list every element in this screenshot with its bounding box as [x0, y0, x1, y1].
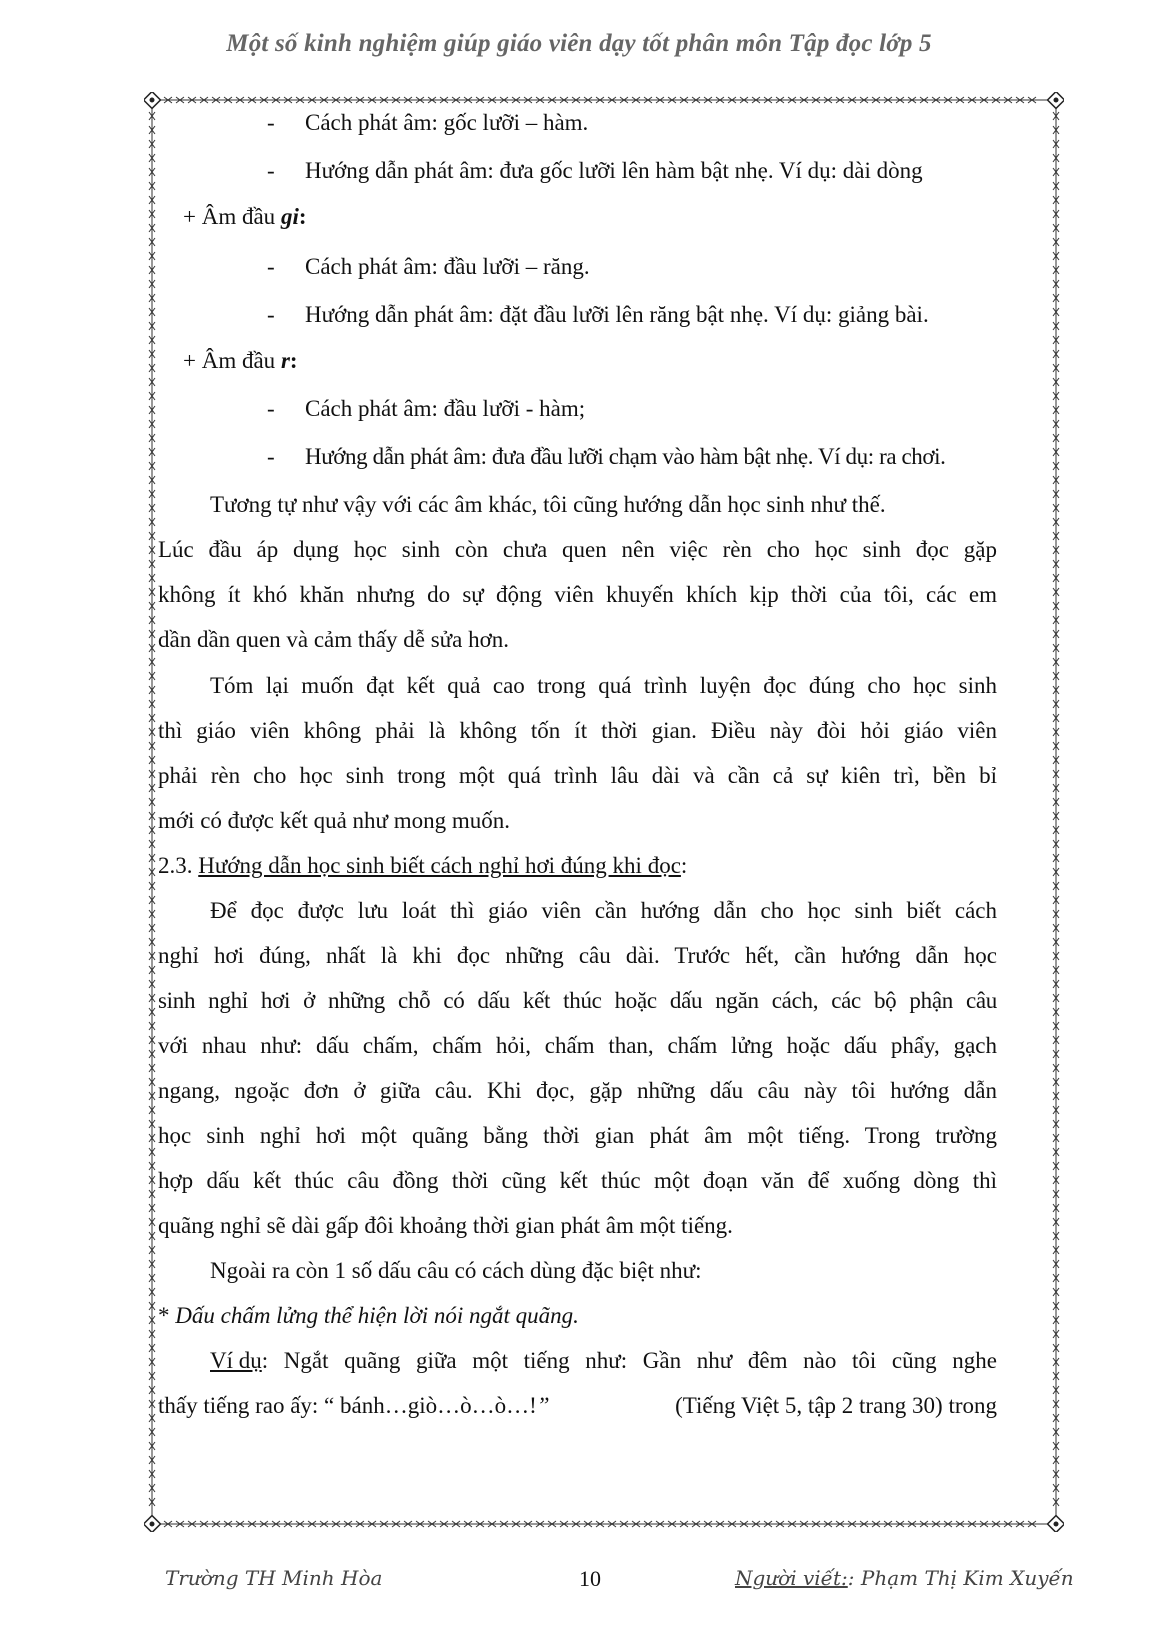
text-line: Hướng dẫn phát âm: đưa gốc lưỡi lên hàm bật nhẹ. Ví dụ: dài dòng	[305, 158, 923, 183]
paragraph-line: nghỉ hơi đúng, nhất là khi đọc những câu dài. Trước hết, cần hướng dẫn học	[158, 943, 997, 968]
colon: :	[298, 204, 307, 229]
page-header: Một số kinh nghiệm giúp giáo viên dạy tốt phân môn Tập đọc lớp 5	[226, 30, 932, 57]
sound-letter: gi	[280, 204, 299, 229]
school-name: Trường TH Minh Hòa	[165, 1566, 383, 1590]
dash-marker: -	[267, 254, 275, 279]
author-label: Người viết:	[735, 1566, 848, 1590]
paragraph-line: ngang, ngoặc đơn ở giữa câu. Khi đọc, gặp những dấu câu này tôi hướng dẫn	[158, 1078, 997, 1103]
page-footer	[0, 1566, 1158, 1606]
closing-quote: ”	[536, 1393, 550, 1418]
star-marker: *	[158, 1303, 176, 1328]
paragraph-line: Tóm lại muốn đạt kết quả cao trong quá trình luyện đọc đúng cho học sinh	[210, 673, 997, 698]
paragraph-line: hợp dấu kết thúc câu đồng thời cũng kết thúc một đoạn văn để xuống dòng thì	[158, 1168, 997, 1193]
dash-marker: -	[267, 396, 275, 421]
example-line	[210, 1346, 997, 1376]
paragraph-line: không ít khó khăn nhưng do sự động viên khuyến khích kịp thời của tôi, các em	[158, 582, 997, 607]
paragraph-line: Ngoài ra còn 1 số dấu câu có cách dùng đặc biệt như:	[210, 1258, 702, 1283]
colon: :	[289, 348, 298, 373]
paragraph-line: Để đọc được lưu loát thì giáo viên cần hướng dẫn cho học sinh biết cách	[210, 898, 997, 923]
example-source: (Tiếng Việt 5, tập 2 trang 30) trong	[675, 1393, 997, 1418]
paragraph-line: Lúc đầu áp dụng học sinh còn chưa quen nên việc rèn cho học sinh đọc gặp	[158, 537, 997, 562]
author	[735, 1566, 1074, 1590]
sound-prefix: + Âm đầu	[183, 204, 281, 229]
text-line: Hướng dẫn phát âm: đặt đầu lưỡi lên răng bật nhẹ. Ví dụ: giảng bài.	[305, 302, 929, 327]
paragraph-line: quãng nghỉ sẽ dài gấp đôi khoảng thời gian phát âm một tiếng.	[158, 1213, 733, 1238]
example-quote: thấy tiếng rao ấy: “ bánh…giò…ò…ò…!	[158, 1393, 537, 1418]
bullet-text: Dấu chấm lửng thể hiện lời nói ngắt quãng.	[175, 1303, 579, 1328]
example-text: : Ngắt quãng giữa một tiếng như: Gần như đêm nào tôi cũng nghe	[261, 1348, 997, 1373]
sound-prefix: + Âm đầu	[183, 348, 281, 373]
example-label: Ví dụ	[210, 1348, 262, 1373]
text-line: Cách phát âm: gốc lưỡi – hàm.	[305, 110, 589, 135]
dash-marker: -	[267, 444, 275, 469]
section-heading	[158, 851, 687, 881]
page-number: 10	[579, 1566, 601, 1591]
paragraph-line: với nhau như: dấu chấm, chấm hỏi, chấm than, chấm lửng hoặc dấu phẩy, gạch	[158, 1033, 997, 1058]
dash-marker: -	[267, 158, 275, 183]
paragraph-line: phải rèn cho học sinh trong một quá trình lâu dài và cần cả sự kiên trì, bền bỉ	[158, 763, 997, 788]
colon: :	[680, 853, 688, 878]
paragraph-line: sinh nghỉ hơi ở những chỗ có dấu kết thúc hoặc dấu ngăn cách, các bộ phận câu	[158, 988, 997, 1013]
section-number: 2.3.	[158, 853, 199, 878]
dash-marker: -	[267, 110, 275, 135]
paragraph-line: mới có được kết quả như mong muốn.	[158, 808, 511, 833]
paragraph-line: học sinh nghỉ hơi một quãng bằng thời gian phát âm một tiếng. Trong trường	[158, 1123, 997, 1148]
paragraph-line: thì giáo viên không phải là không tốn ít thời gian. Điều này đòi hỏi giáo viên	[158, 718, 997, 743]
text-line: Cách phát âm: đầu lưỡi - hàm;	[305, 396, 586, 421]
author-name: : Phạm Thị Kim Xuyến	[847, 1566, 1074, 1590]
example-line	[158, 1391, 997, 1421]
bullet-note	[158, 1301, 579, 1331]
sound-letter: r	[280, 348, 290, 373]
paragraph-line: Tương tự như vậy với các âm khác, tôi cũng hướng dẫn học sinh như thế.	[210, 492, 886, 517]
dash-marker: -	[267, 302, 275, 327]
sound-heading-gi	[183, 202, 307, 232]
text-line: Cách phát âm: đầu lưỡi – răng.	[305, 254, 590, 279]
text-line: Hướng dẫn phát âm: đưa đầu lưỡi chạm vào hàm bật nhẹ. Ví dụ: ra chơi.	[305, 444, 946, 469]
section-title: Hướng dẫn học sinh biết cách nghỉ hơi đúng khi đọc	[198, 853, 681, 878]
paragraph-line: dần dần quen và cảm thấy dễ sửa hơn.	[158, 627, 509, 652]
sound-heading-r	[183, 346, 298, 376]
